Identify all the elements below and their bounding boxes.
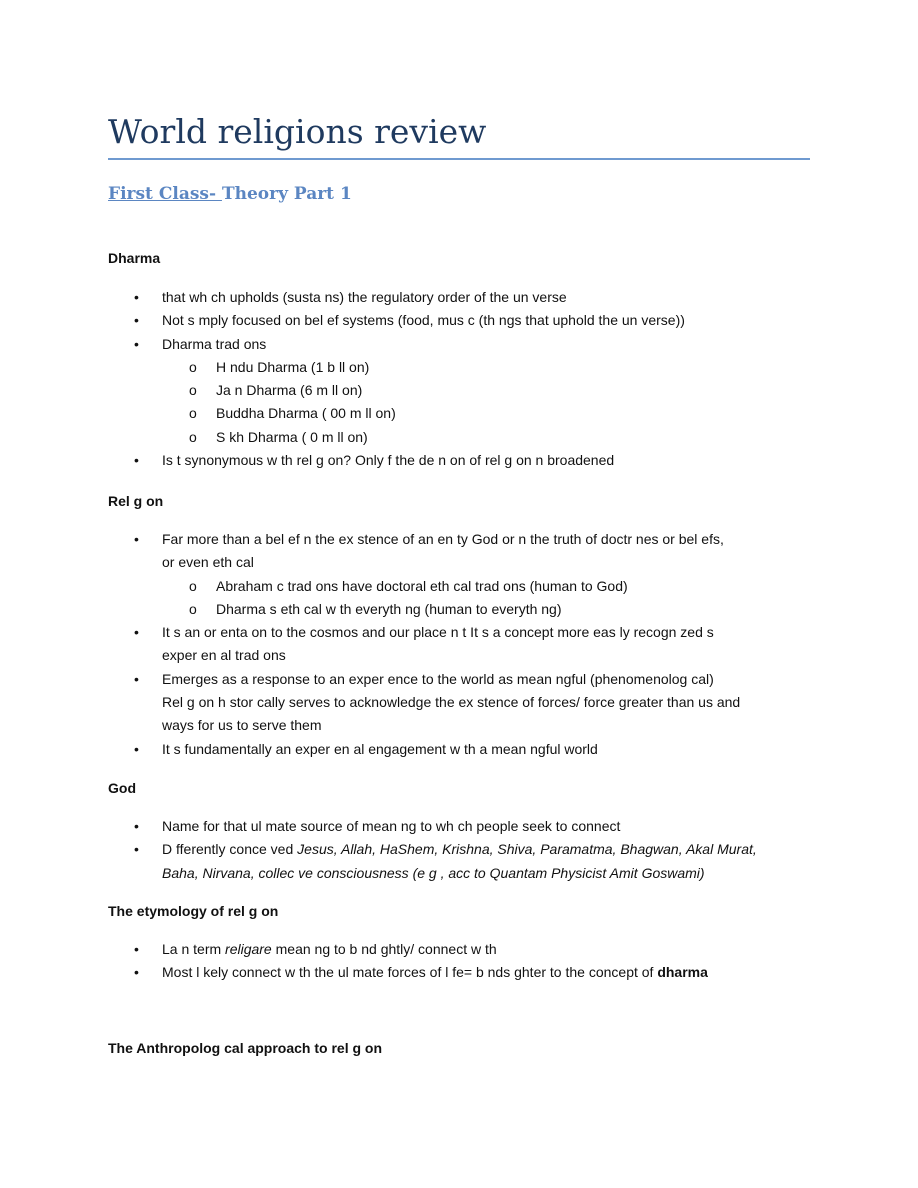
subtitle-rest: Theory Part 1 [221,184,352,204]
heading-dharma: Dharma [108,250,161,266]
latin-term: religare [225,941,272,957]
etymology-list [108,938,808,985]
list-item: • It s fundamentally an exper en al engagement w th a mean ngful world [108,738,808,761]
list-item: • It s an or enta on to the cosmos and our place n t It s a concept more eas ly recogn zed s [108,621,808,644]
list-item-continuation: or even eth cal [162,554,254,571]
sub-list-item: o Ja n Dharma (6 m ll on) [108,379,808,402]
sub-list-item: o Dharma s eth cal w th everyth ng (human to everyth ng) [108,598,808,621]
sub-list-item: o S kh Dharma ( 0 m ll on) [108,426,808,449]
heading-religion: Rel g on [108,493,164,509]
sub-list-item: o Buddha Dharma ( 00 m ll on) [108,402,808,425]
list-item: • D fferently conce ved Jesus, Allah, HaShem, Krishna, Shiva, Paramatma, Bhagwan, Akal Murat, [108,838,808,861]
list-item: • Name for that ul mate source of mean ng to wh ch people seek to connect [108,815,808,838]
bold-term: dharma [657,964,708,981]
list-item: • that wh ch upholds (susta ns) the regulatory order of the un verse [108,286,808,309]
sub-list-item: o Abraham c trad ons have doctoral eth cal trad ons (human to God) [108,575,808,598]
religion-list [108,528,808,761]
heading-etymology: The etymology of rel g on [108,903,279,919]
list-item-continuation: ways for us to serve them [162,717,322,734]
dharma-list [108,286,808,472]
list-item: • Is t synonymous w th rel g on? Only f the de n on of rel g on n broadened [108,449,808,472]
list-item-continuation: Baha, Nirvana, collec ve consciousness (e g , acc to Quantam Physicist Amit Goswami) [162,864,705,881]
god-list [108,815,808,885]
list-item-continuation: exper en al trad ons [162,647,286,664]
list-item: • La n term religare mean ng to b nd ghtly/ connect w th [108,938,808,961]
heading-god: God [108,780,136,796]
subtitle-underlined: First Class- [108,184,222,204]
list-item: • Most l kely connect w th the ul mate forces of l fe= b nds ghter to the concept of dharma [108,961,808,984]
list-item-continuation: Rel g on h stor cally serves to acknowledge the ex stence of forces/ force greater than us and [162,694,741,711]
list-item: • Far more than a bel ef n the ex stence of an en ty God or n the truth of doctr nes or bel efs, [108,528,808,551]
names-of-god: Jesus, Allah, HaShem, Krishna, Shiva, Paramatma, Bhagwan, Akal Murat, [297,841,757,858]
heading-anthropology: The Anthropolog cal approach to rel g on [108,1040,383,1056]
document-title: World religions review [108,108,810,160]
list-item: • Dharma trad ons [108,333,808,356]
sub-list-item: o H ndu Dharma (1 b ll on) [108,356,808,379]
list-item: • Emerges as a response to an exper ence to the world as mean ngful (phenomenolog cal) [108,668,808,691]
list-item: • Not s mply focused on bel ef systems (food, mus c (th ngs that uphold the un verse)) [108,309,808,332]
document-subtitle [108,184,352,204]
